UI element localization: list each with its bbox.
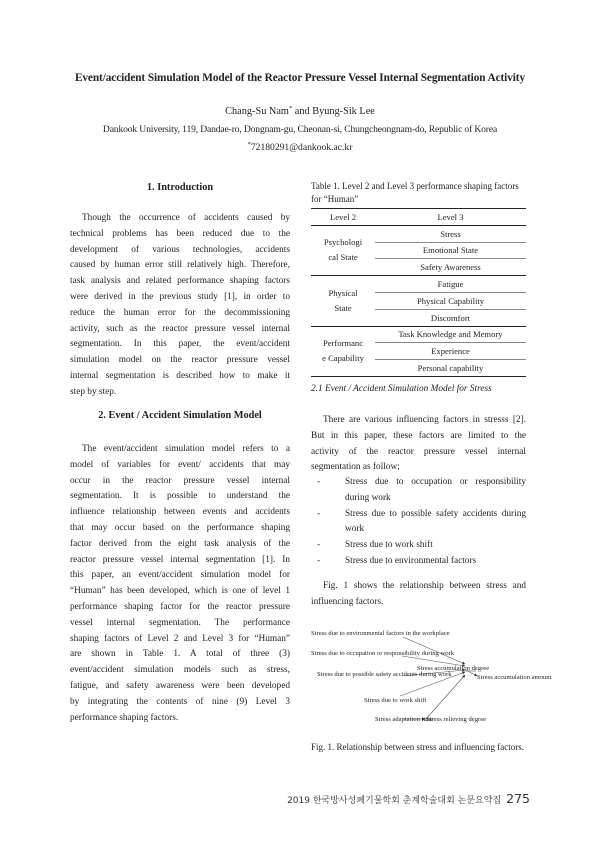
text-line: There are various influencing factors in stresss [2]. — [323, 415, 526, 425]
table-level3-cell: Discomfort — [375, 309, 526, 326]
node-amount: Stress accumulation amount — [477, 674, 552, 681]
table-level3-cell: Safety Awareness — [375, 259, 526, 276]
paper-title: Event/accident Simulation Model of the Reactor Pressure Vessel Internal Segmentation Activity — [74, 72, 526, 84]
list-item-line: Stress due to environmental factors — [345, 555, 477, 566]
intro-heading: 1. Introduction — [146, 182, 214, 193]
node-acc: Stress due to possible safety accidents during work — [317, 671, 452, 678]
text-line: activity, such as the reactor pressure vessel internal — [70, 323, 290, 334]
bullet-dash: - — [317, 555, 321, 566]
table-level3-cell: Task Knowledge and Memory — [375, 326, 526, 343]
stress-factor-list — [311, 475, 526, 570]
text-line: performance shaping factors. — [70, 712, 179, 723]
table-level3-cell: Experience — [375, 343, 526, 360]
text-line: But in this paper, these factors are limited to the — [311, 430, 526, 441]
node-env: Stress due to environmental factors in the workplace — [311, 630, 450, 637]
list-item-text — [345, 507, 526, 539]
text-line: segmentation as follow; — [311, 462, 400, 473]
table-row — [311, 276, 526, 293]
corresponding-mark: * — [288, 105, 293, 112]
list-item-line: Stress due to occupation or responsibility — [345, 477, 526, 487]
table-level3-cell: Personal capability — [375, 360, 526, 377]
list-item-line: Stress due to possible safety accidents during — [345, 508, 526, 519]
table-level2-cell — [311, 276, 375, 326]
text-line: factor derived from the eight task analysis of the — [70, 538, 290, 549]
text-line: by integrating the contents of nine (9) Level 3 — [70, 696, 290, 707]
node-relieve: Stress relieving degree — [426, 716, 487, 723]
table-level3-cell: Emotional State — [375, 242, 526, 259]
text-line: influence relationship between events and accidents — [70, 507, 290, 518]
list-item — [311, 475, 526, 507]
level2-label-part2: e Capability — [322, 353, 364, 364]
table1 — [311, 208, 526, 377]
text-line: are shown in Table 1. A total of three (3) — [70, 649, 290, 660]
text-line: performance shaping factor for the reactor pressure — [70, 601, 290, 612]
edge-relieve-degree — [426, 675, 465, 719]
text-line: Though the occurrence of accidents caused by — [82, 213, 290, 223]
node-adapt: Stress adaptation time — [375, 716, 434, 723]
list-item — [311, 554, 526, 570]
author-1: Chang-Su Nam — [225, 106, 289, 117]
list-item-line: during work — [345, 492, 391, 503]
table-row — [311, 225, 526, 242]
figure1-diagram — [308, 620, 552, 732]
text-line: influencing factors. — [311, 596, 384, 607]
level2-label-part1: Physical — [328, 287, 358, 298]
text-line: step by step. — [70, 386, 117, 397]
section21-heading: 2.1 Event / Accident Simulation Model for Stress — [311, 384, 492, 394]
level2-label-part2: State — [334, 302, 352, 313]
text-line: development of various technologies, accidents — [70, 244, 290, 255]
text-line: “Human” has been developed, which is one of level 1 — [70, 586, 290, 597]
list-item-line: Stress due to work shift — [345, 540, 433, 551]
bullet-dash: - — [317, 540, 321, 551]
table-level3-cell: Stress — [375, 225, 526, 242]
text-line: event/accident simulation models such as stress, — [70, 665, 290, 676]
text-line: segmentation. In this paper, the event/accident — [70, 339, 290, 350]
bullet-dash: - — [317, 508, 321, 519]
table-row — [311, 326, 526, 343]
text-line: reduce the human error for the decommissioning — [70, 307, 290, 318]
table1-header-level3: Level 3 — [437, 211, 464, 222]
fig-intro-paragraph — [311, 579, 526, 611]
email — [0, 142, 600, 153]
text-line: model of variables for event/ accidents that may — [70, 459, 290, 470]
table-level2-cell — [311, 326, 375, 376]
text-line: activity of the reactor pressure vessel internal — [311, 446, 526, 457]
text-line: caused by human error still relatively high. Therefore, — [70, 260, 290, 271]
text-line: task analysis and related performance shaping factors — [70, 276, 290, 287]
list-item-text — [345, 538, 526, 554]
list-item-text — [345, 554, 526, 570]
node-degree: Stress accumulation degree — [417, 665, 490, 672]
node-occ: Stress due to occupation or responsibility during work — [311, 650, 455, 657]
affiliation: Dankook University, 119, Dandae-ro, Dongnam-gu, Cheonan-si, Chungcheongnam-do, Republic of Korea — [102, 124, 498, 135]
node-shift: Stress due to work shift — [364, 697, 427, 704]
page-footer — [287, 791, 530, 806]
text-line: reactor pressure vessel internal segmentation [1]. In — [70, 554, 290, 565]
list-item-line: work — [345, 524, 365, 535]
level2-label-part2: cal State — [328, 252, 358, 263]
list-item-text — [345, 475, 526, 507]
table1-caption-line2: for “Human” — [311, 194, 359, 204]
section21-paragraph — [311, 413, 526, 476]
level2-label-part1: Performanc — [322, 338, 364, 349]
text-line: vessel internal segmentation. The performance — [70, 617, 290, 628]
bullet-dash: - — [317, 477, 321, 487]
email-mark: * — [247, 141, 251, 148]
intro-paragraph — [70, 211, 290, 401]
text-line: technical problems has been reduced due to the — [70, 228, 290, 239]
section2-paragraph — [70, 442, 290, 726]
text-line: simulation model on the reactor pressure vessel — [70, 355, 290, 366]
figure1-caption: Fig. 1. Relationship between stress and influencing factors. — [311, 742, 524, 752]
list-item — [311, 507, 526, 539]
section2-heading: 2. Event / Accident Simulation Model — [98, 410, 262, 421]
author-2: and Byung-Sik Lee — [292, 106, 375, 117]
text-line: Fig. 1 shows the relationship between stress and — [323, 581, 526, 591]
text-line: occur in the reactor pressure vessel internal — [70, 475, 290, 486]
table-level3-cell: Fatigue — [375, 276, 526, 293]
table1-caption — [311, 180, 531, 206]
table-level2-cell — [311, 225, 375, 275]
text-line: fatigue, and safety awareness were been developed — [70, 680, 290, 691]
proceedings-title: 2019 한국방사성폐기물학회 춘계학술대회 논문요약집 — [287, 796, 502, 806]
authors — [0, 106, 600, 117]
page-number: 275 — [506, 791, 530, 806]
text-line: segmentation. It is possible to understand the — [70, 491, 290, 502]
table1-header-level2: Level 2 — [329, 211, 356, 222]
text-line: were derived in the previous study [1], in order to — [70, 291, 290, 302]
text-line: that may occur based on the performance shaping — [70, 522, 290, 533]
list-item — [311, 538, 526, 554]
email-address: 72180291@dankook.ac.kr — [250, 142, 353, 153]
text-line: shaping factors of Level 2 and Level 3 for “Human” — [70, 633, 290, 644]
text-line: internal segmentation is described how to make it — [70, 370, 290, 381]
text-line: this paper, an event/accident simulation model for — [70, 570, 290, 581]
table-level3-cell: Physical Capability — [375, 292, 526, 309]
table1-caption-line1: Table 1. Level 2 and Level 3 performance shaping factors — [311, 181, 519, 191]
level2-label-part1: Psychologi — [323, 237, 363, 248]
text-line: The event/accident simulation model refers to a — [82, 444, 290, 454]
